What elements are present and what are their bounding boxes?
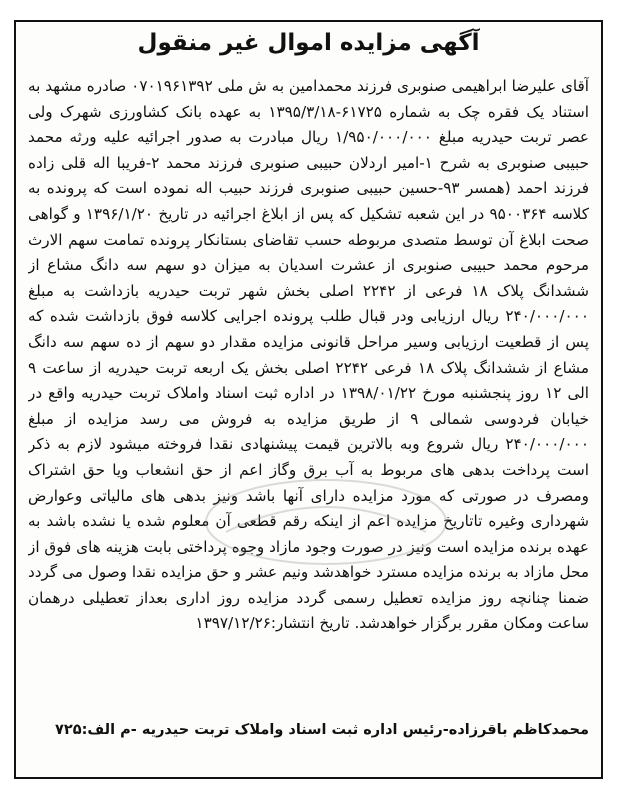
- notice-signature: محمدکاظم باقرزاده-رئیس اداره ثبت اسناد واملاک تربت حیدریه -م الف:۷۲۵: [55, 722, 589, 738]
- notice-frame: [14, 20, 603, 779]
- notice-body: آقای علیرضا ابراهیمی صنوبری فرزند محمدامین به ش ملی ۰۷۰۱۹۶۱۳۹۲ صادره مشهد به استناد یک فقره چک به شماره ۶۱۷۲۵-۱۳۹۵/۳/۱۸ به عهده بانک کشاورزی شهرک ولی عصر تربت حیدریه مبلغ ۱/۹۵۰/۰۰۰/۰۰۰ ریال مبادرت به صدور اجرائیه علیه ورثه محمد حبیبی صنوبری به شرح ۱-امیر اردلان حبیبی صنوبری فرزند محمد ۲-فریبا اله قلی زاده فرزند احمد (همسر ۹۳-حسین حبیبی صنوبری فرزند حبیب اله نموده است که پرونده به کلاسه ۹۵۰۰۳۶۴ در این شعبه تشکیل که پس از ابلاغ اجرائیه در تاریخ ۱۳۹۶/۱/۲۰ و گواهی صحت ابلاغ آن توسط متصدی مربوطه حسب تقاضای بستانکار پرونده تمامت سهم الارث مرحوم محمد حبیبی صنوبری از عشرت اسدیان به میزان دو سهم سه دانگ مشاع از ششدانگ پلاک ۱۸ فرعی از ۲۲۴۲ اصلی بخش شهر تربت حیدریه بازداشت به مبلغ ۲۴۰/۰۰۰/۰۰۰ ریال ارزیابی ودر قبال طلب پرونده اجرایی کلاسه فوق بازداشت شده که پس از قطعیت ارزیابی وسیر مراحل قانونی مزایده مقدار دو سهم از ده سهم سه دانگ مشاع از ششدانگ پلاک ۱۸ فرعی ۲۲۴۲ اصلی بخش یک اربعه تربت حیدریه از ساعت ۹ الی ۱۲ روز پنجشنبه مورخ ۱۳۹۸/۰۱/۲۲ در اداره ثبت اسناد واملاک تربت حیدریه واقع در خیابان فردوسی شمالی ۹ از طریق مزایده به فروش می رسد مزایده از مبلغ ۲۴۰/۰۰۰/۰۰۰ ریال شروع وبه بالاترین قیمت پیشنهادی نقدا فروخته میشود لازم به ذکر است پرداخت بدهی های مربوط به آب برق وگاز اعم از حق انشعاب ویا حق اشتراک ومصرف در صورتی که مورد مزایده دارای آنها باشد ونیز بدهی های مالیاتی وعوارض شهرداری وغیره تاتاریخ مزایده اعم از اینکه رقم قطعی آن معلوم شده یا نشده باشد به عهده برنده مزایده است ونیز در صورت وجود مازاد وجوه پرداختی بابت هزینه های فوق از محل مازاد به برنده مزایده مسترد خواهدشد ونیم عشر و حق مزایده نقدا وصول می گردد ضمنا چنانچه روز مزایده تعطیل رسمی گردد مزایده روز اداری بعداز تعطیلی درهمان ساعت ومکان مقرر برگزار خواهدشد. تاریخ انتشار:۱۳۹۷/۱۲/۲۶: [28, 77, 589, 633]
- notice-title: آگهی مزایده اموال غیر منقول: [137, 30, 480, 56]
